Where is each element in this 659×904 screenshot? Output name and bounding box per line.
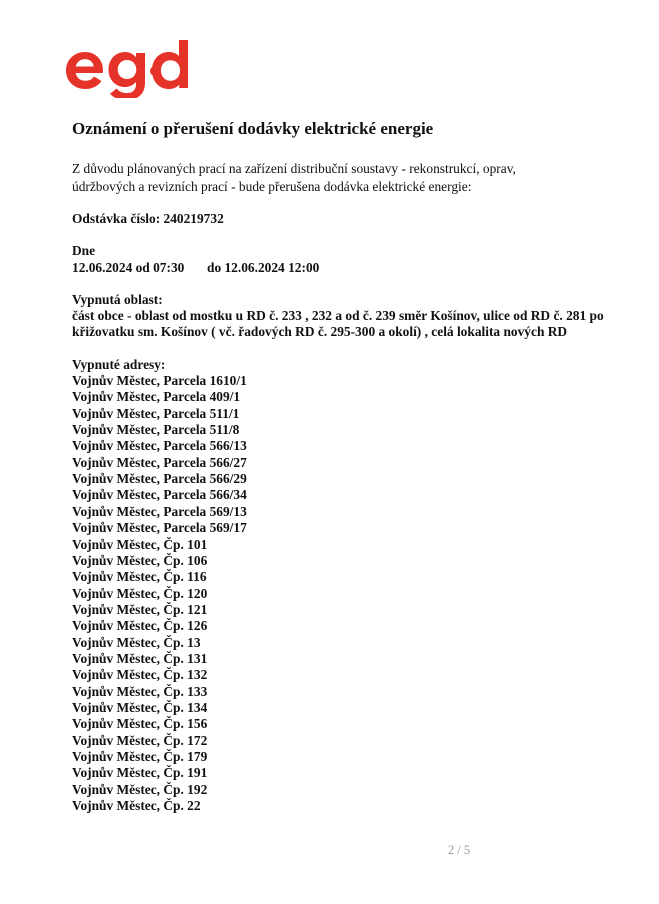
address-item: Vojnův Městec, Čp. 191 — [72, 765, 208, 781]
address-item: Vojnův Městec, Čp. 13 — [72, 634, 201, 650]
date-to: do 12.06.2024 12:00 — [207, 259, 320, 275]
notice-body — [72, 118, 632, 814]
address-item: Vojnův Městec, Čp. 172 — [72, 732, 208, 748]
address-item: Vojnův Městec, Čp. 116 — [72, 569, 207, 585]
date-label: Dne — [72, 243, 96, 259]
address-item: Vojnův Městec, Čp. 120 — [72, 585, 208, 601]
outage-dates — [72, 260, 632, 276]
address-item: Vojnův Městec, Čp. 101 — [72, 536, 208, 552]
area-line-2: křižovatku sm. Košínov ( vč. řadových RD č. 295-300 a okolí) , celá lokalita nových RD — [72, 324, 568, 340]
notice-intro — [72, 160, 632, 196]
area-label: Vypnutá oblast: — [72, 291, 163, 307]
address-item: Vojnův Městec, Parcela 569/17 — [72, 520, 247, 536]
address-item: Vojnův Městec, Čp. 179 — [72, 748, 208, 764]
address-list — [72, 373, 632, 814]
address-item: Vojnův Městec, Parcela 566/34 — [72, 487, 247, 503]
address-item: Vojnův Městec, Parcela 566/27 — [72, 454, 247, 470]
egd-logo — [64, 38, 188, 98]
address-item: Vojnův Městec, Parcela 511/1 — [72, 405, 240, 421]
address-item: Vojnův Městec, Čp. 126 — [72, 618, 208, 634]
intro-line-1: Z důvodu plánovaných prací na zařízení distribuční soustavy - rekonstrukcí, oprav, — [72, 161, 516, 176]
intro-line-2: údržbových a revizních prací - bude přerušena dodávka elektrické energie: — [72, 179, 472, 194]
address-item: Vojnův Městec, Parcela 566/29 — [72, 471, 247, 487]
notice-title: Oznámení o přerušení dodávky elektrické energie — [72, 119, 434, 138]
address-item: Vojnův Městec, Čp. 133 — [72, 683, 208, 699]
address-item: Vojnův Městec, Čp. 106 — [72, 552, 208, 568]
address-item: Vojnův Městec, Parcela 511/8 — [72, 422, 240, 438]
address-item: Vojnův Městec, Parcela 1610/1 — [72, 373, 247, 389]
address-item: Vojnův Městec, Čp. 156 — [72, 716, 208, 732]
address-item: Vojnův Městec, Čp. 131 — [72, 650, 208, 666]
address-item: Vojnův Městec, Čp. 192 — [72, 781, 208, 797]
area-line-1: část obce - oblast od mostku u RD č. 233 , 232 a od č. 239 směr Košínov, ulice od RD č. 281 po — [72, 308, 604, 324]
address-item: Vojnův Městec, Parcela 569/13 — [72, 503, 247, 519]
address-item: Vojnův Městec, Parcela 566/13 — [72, 438, 247, 454]
address-item: Vojnův Městec, Čp. 134 — [72, 699, 208, 715]
page-indicator: 2 / 5 — [447, 843, 471, 857]
outage-number: Odstávka číslo: 240219732 — [72, 211, 224, 226]
address-item: Vojnův Městec, Čp. 22 — [72, 798, 201, 814]
addresses-label: Vypnuté adresy: — [72, 356, 166, 372]
address-item: Vojnův Městec, Čp. 132 — [72, 667, 208, 683]
address-item: Vojnův Městec, Čp. 121 — [72, 601, 208, 617]
date-from: 12.06.2024 od 07:30 — [72, 259, 185, 275]
address-item: Vojnův Městec, Parcela 409/1 — [72, 389, 241, 405]
